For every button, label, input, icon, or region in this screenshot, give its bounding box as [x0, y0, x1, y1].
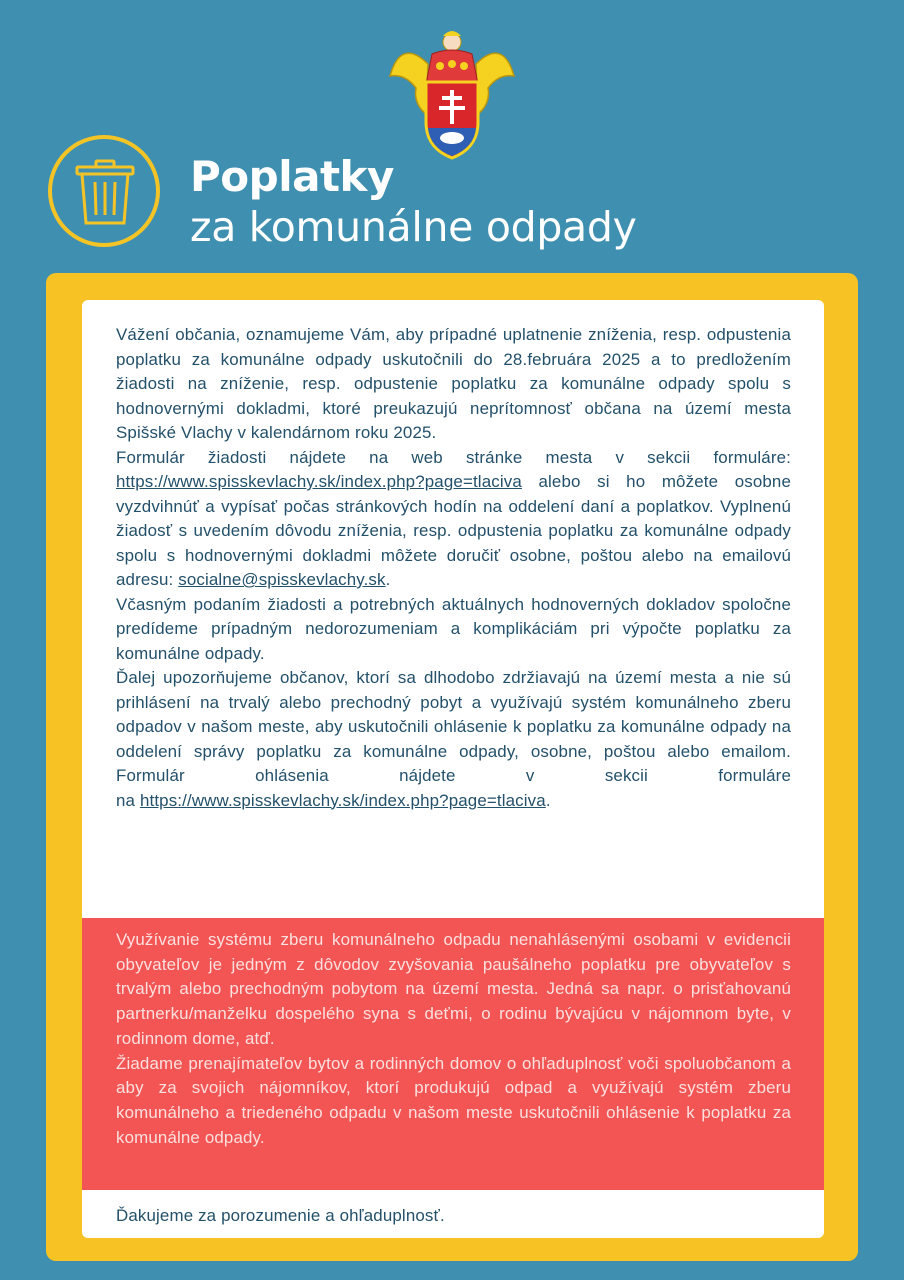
coat-of-arms-icon [388, 24, 516, 162]
trash-icon [74, 159, 136, 227]
notice-text: Ďalej upozorňujeme občanov, ktorí sa dlhodobo zdržiavajú na území mesta a nie sú prihlásení na trvalý alebo prechodný pobyt a využívajú systém komunálneho zberu odpadov v našom meste, aby uskutočnili ohlásenie k poplatku za komunálne odpady na oddelení správy poplatku za komunálne odpady, osobne, poštou alebo emailom. Formulár ohlásenia nájdete v sekcii formuláre [116, 668, 791, 785]
page-subtitle: za komunálne odpady [190, 203, 637, 251]
paragraph-intro: Vážení občania, oznamujeme Vám, aby prípadné uplatnenie zníženia, resp. odpustenia poplatku za komunálne odpady uskutočnili do 28.februára 2025 a to predložením žiadosti na zníženie, resp. odpustenie poplatku za komunálne odpady spolu s hodnovernými dokladmi, ktoré preukazujú neprítomnosť občana na území mesta Spišské Vlachy v kalendárnom roku 2025. [116, 325, 791, 442]
form-link[interactable]: https://www.spisskevlachy.sk/index.php?page=tlaciva [116, 472, 522, 491]
form-text: Formulár žiadosti nájdete na web stránke mesta v sekcii formuláre: [116, 447, 791, 467]
thanks-text: Ďakujeme za porozumenie a ohľaduplnosť. [116, 1206, 445, 1225]
body-text [116, 323, 791, 813]
page-title: Poplatky [190, 152, 394, 201]
alert-paragraph-1: Využívanie systému zberu komunálneho odpadu nenahlásenými osobami v evidencii obyvateľov je jedným z dôvodov zvyšovania paušálneho poplatku pre obyvateľov s trvalým alebo prechodným pobytom na území mesta. Jedná sa napr. o prisťahovanú partnerku/manželku dospelého syna s deťmi, o rodinu bývajúcu v nájomnom byte, v rodinnom dome, atď. [116, 930, 791, 1048]
period: . [385, 570, 391, 589]
alert-paragraph-2: Žiadame prenajímateľov bytov a rodinných domov o ohľaduplnosť voči spoluobčanom a aby za svojich nájomníkov, ktorí produkujú odpad a využívajú systém zberu komunálneho a triedeného odpadu v našom meste uskutočnili ohlásenie k poplatku za komunálne odpady. [116, 1053, 791, 1147]
content-card [82, 300, 824, 1238]
trash-icon-circle [48, 135, 160, 247]
notice-na: na [116, 790, 136, 810]
alert-text [116, 928, 791, 1150]
paragraph-form [116, 446, 791, 593]
period: . [545, 790, 551, 810]
notice-form-link[interactable]: https://www.spisskevlachy.sk/index.php?page=tlaciva [139, 790, 546, 810]
form-text-continued: alebo si ho môžete osobne vyzdvihnúť a vypísať počas stránkových hodín na oddelení daní a poplatkov. Vyplnenú žiadosť s uvedením dôvodu zníženia, resp. odpustenia poplatku za komunálne odpady spolu s hodnovernými dokladmi môžete doručiť osobne, poštou alebo na emailovú adresu: [116, 472, 792, 589]
paragraph-timely: Včasným podaním žiadosti a potrebných aktuálnych hodnoverných dokladov spoločne predídeme prípadným nedorozumeniam a komplikáciám pri výpočte poplatku za komunálne odpady. [116, 594, 791, 663]
email-link[interactable]: socialne@spisskevlachy.sk [178, 570, 386, 589]
paragraph-notice [116, 666, 791, 813]
alert-box [82, 918, 824, 1190]
